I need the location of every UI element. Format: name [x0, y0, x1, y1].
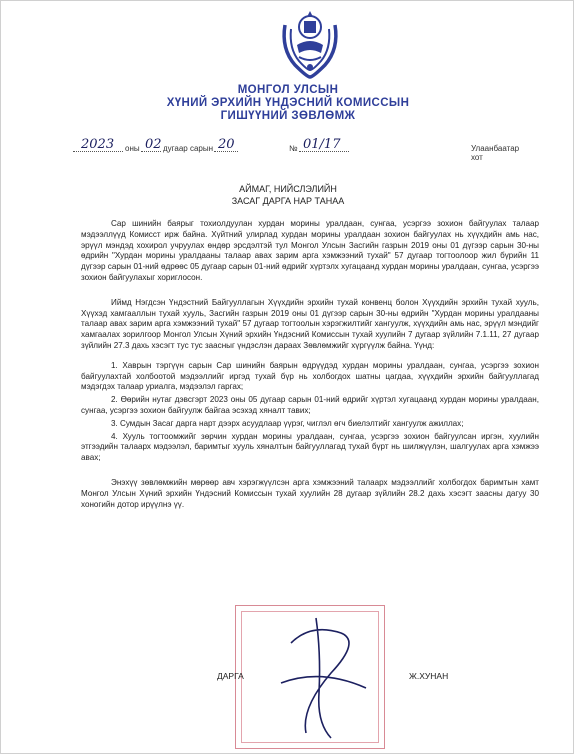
state-emblem-icon [277, 7, 343, 79]
handwritten-month: 02 [145, 137, 162, 152]
signatory-title: ДАРГА [217, 671, 244, 681]
recommendation-item-1: 1. Хаврын тэргүүн сарын Сар шинийн баярын өдрүүдэд хурдан морины уралдаан, сунгаа, усэргээ зохион байгуулахтай холбоотой мэдээллийг иргэд тухай бүр нь холбогдох шатны цагдаа, хүүхдийн эрхийн байгууллагад мэдэгдэх талаар уриалга, мэдээлэл гаргах; [81, 360, 539, 392]
recommendation-item-4: 4. Хууль тогтоомжийг зөрчин хурдан морины уралдаан, сунгаа, усэргээ зохион байгуулсан иргэн, хуулийн этгээдийн талаарх мэдээлэл, баримтыг хууль хяналтын байгууллагад тухай бүрт нь шилжүүлэн, шалгуулах арга хэмжээ авах; [81, 431, 539, 463]
year-suffix: оны [125, 144, 140, 153]
org-title-line3: ГИШҮҮНИЙ ЗӨВЛӨМЖ [220, 110, 356, 122]
month-suffix: дугаар сарын [163, 144, 214, 153]
recommendation-item-2: 2. Өөрийн нутаг дэвсгэрт 2023 оны 05 дугаар сарын 01-ний өдрийг хүртэл хугацаанд хурдан морины уралдаан, сунгаа, усэргээ зохион байгуулж байгаа эсэхэд хяналт тавих; [81, 395, 539, 415]
date-number-line [73, 137, 533, 162]
signatory-name: Ж.ХУНАН [409, 671, 449, 681]
signature-mark [271, 613, 371, 743]
paragraph-intro: Сар шинийн баярыг тохиолдуулан хурдан морины уралдаан, сунгаа, усэргээ зохион байгуулах талаар мэдээллүүд Комисст ирж байна. Хүйтний улирлад хурдан морины уралдаан зохион байгуулах нь хүүхдийн амь нас, эрүүл мэндэд хохирол учруулах өндөр эрсдэлтэй тул Монгол Улсын Засгийн газрын 2019 оны 01 дүгээр сарын 30-ны өдрийн "Хурдан морины уралдааны талаар авах зарим арга хэмжээний тухай" 57 дугаар тогтоолоор жил бүрийн 11 дүгээр сарын 01-ний өдрөөс 05 дугаар сарын 01-ний өдрийг хүртэлх хугацаанд хурдан морины уралдаан, сунгаа, усэргээ зохион байгуулахыг хориглосон. [81, 219, 539, 282]
letter-body [81, 219, 539, 519]
org-title-line2: ХҮНИЙ ЭРХИЙН ҮНДЭСНИЙ КОМИССЫН [166, 97, 410, 109]
handwritten-number: 01/17 [303, 137, 341, 152]
paragraph-closing: Энэхүү зөвлөмжийн мөрөөр авч хэрэгжүүлсэн арга хэмжээний талаарх мэдээллийг холбогдох баримтын хамт Монгол Улсын Хүний эрхийн Үндэсний Комиссын тухай хуулийн 28 дугаар зүйлийн 28.2 дахь хэсэгт заасны дагуу 30 хоногийн дотор ирүүлнэ үү. [81, 477, 539, 509]
place-label: Улаанбаатар хот [471, 144, 520, 162]
number-label: № [289, 144, 298, 153]
paragraph-basis: Иймд Нэгдсэн Үндэстний Байгууллагын Хүүхдийн эрхийн тухай конвенц болон Хүүхдийн эрхийн тухай хууль, Хүүхэд хамгааллын тухай хууль, Засгийн газрын 2019 оны 01 дүгээр сарын 30-ны өдрийн "Хурдан морины уралдааны талаар авах зарим арга хэмжээний тухай" 57 дугаар тогтоолын хэрэгжилтийг хангуулж, хүүхдийн амь нас, эрүүл мэндийг хамгаалах зорилгоор Монгол Улсын Хүний эрхийн Үндэсний Комиссын тухай хуулийн 7 дугаар зүйлийн 7.1.11, 27 дугаар зүйлийн 27.3 дахь хэсэгт тус тус заасныг үндэслэн дараах Зөвлөмжийг хүргүүлж байна. Үүнд: [81, 297, 539, 350]
org-title-line1: МОНГОЛ УЛСЫН [237, 84, 339, 96]
recommendation-item-3: 3. Сумдын Засаг дарга нарт дээрх асуудлаар үүрэг, чиглэл өгч биелэлтийг хангуулж ажиллах; [111, 418, 464, 428]
handwritten-year: 2023 [81, 137, 115, 152]
addressee-line2: ЗАСАГ ДАРГА НАР ТАНАА [231, 196, 345, 206]
addressee-line1: АЙМАГ, НИЙСЛЭЛИЙН [239, 184, 337, 194]
handwritten-day: 20 [218, 137, 235, 152]
